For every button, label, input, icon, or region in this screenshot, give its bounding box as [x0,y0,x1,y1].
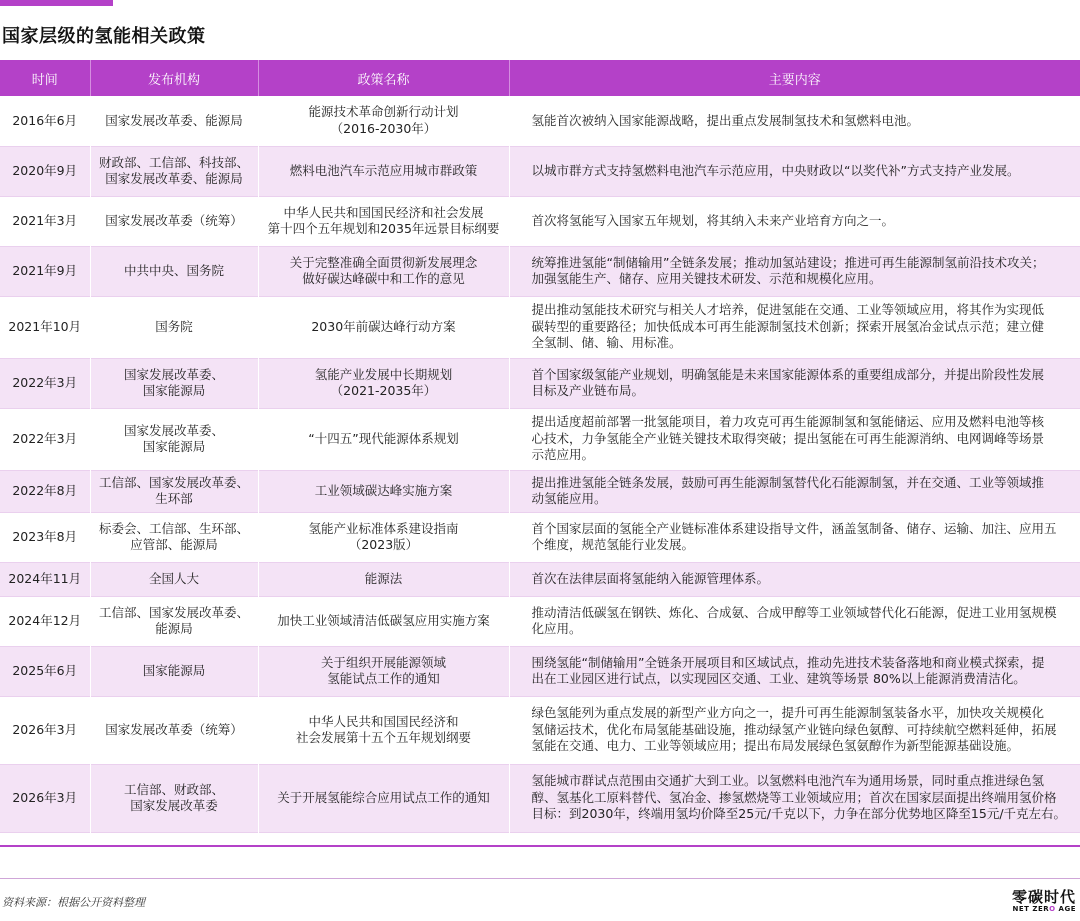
header-policy-name: 政策名称 [258,60,509,96]
cell-org: 标委会、工信部、生环部、 应管部、能源局 [90,512,258,562]
table-row [0,596,1080,646]
cell-content: 首次将氢能写入国家五年规划，将其纳入未来产业培育方向之一。 [509,196,1080,246]
cell-time: 2022年3月 [0,358,90,408]
cell-policy-name: 中华人民共和国国民经济和社会发展 第十四个五年规划和2035年远景目标纲要 [258,196,509,246]
cell-policy-name: “十四五”现代能源体系规划 [258,408,509,470]
header-time: 时间 [0,60,90,96]
cell-policy-name: 燃料电池汽车示范应用城市群政策 [258,146,509,196]
table-header-row [0,60,1080,96]
cell-content: 首个国家级氢能产业规划，明确氢能是未来国家能源体系的重要组成部分，并提出阶段性发展 目标及产业链布局。 [509,358,1080,408]
cell-org: 工信部、财政部、 国家发展改革委 [90,764,258,832]
cell-policy-name: 2030年前碳达峰行动方案 [258,296,509,358]
table-row [0,196,1080,246]
cell-content: 提出推动氢能技术研究与相关人才培养，促进氢能在交通、工业等领域应用，将其作为实现低 碳转型的重要路径；加快低成本可再生能源制氢技术创新；探索开展氢冶金试点示范；建立健 全氢制、储、输、用标准。 [509,296,1080,358]
cell-policy-name: 关于完整准确全面贯彻新发展理念 做好碳达峰碳中和工作的意见 [258,246,509,296]
table-row [0,296,1080,358]
table-row [0,358,1080,408]
brand-logo [1012,889,1076,913]
cell-time: 2024年11月 [0,562,90,596]
table-row [0,408,1080,470]
cell-content: 围绕氢能“制储输用”全链条开展项目和区域试点，推动先进技术装备落地和商业模式探索，提 出在工业园区进行试点，以实现园区交通、工业、建筑等场景 80%以上能源消费清洁化。 [509,646,1080,696]
cell-time: 2021年9月 [0,246,90,296]
cell-policy-name: 工业领域碳达峰实施方案 [258,470,509,512]
brand-name-cn: 零碳时代 [1011,888,1076,906]
cell-content: 提出适度超前部署一批氢能项目，着力攻克可再生能源制氢和氢能储运、应用及燃料电池等核 心技术，力争氢能全产业链关键技术取得突破；提出氢能在可再生能源消纳、电网调峰等场景 示范应用。 [509,408,1080,470]
table-row [0,696,1080,764]
cell-time: 2016年6月 [0,96,90,146]
cell-org: 国家发展改革委、 国家能源局 [90,408,258,470]
cell-content: 以城市群方式支持氢燃料电池汽车示范应用，中央财政以“以奖代补”方式支持产业发展。 [509,146,1080,196]
cell-org: 国家发展改革委（统筹） [90,696,258,764]
cell-content: 绿色氢能列为重点发展的新型产业方向之一，提升可再生能源制氢装备水平，加快攻关规模化 氢储运技术，优化布局氢能基础设施，推动绿氢产业链向绿色氨醇、可持续航空燃料延伸，拓展 氢能在交通、电力、工业等领域应用；提出布局发展绿色氢氨醇作为新型能源基础设施。 [509,696,1080,764]
top-accent-bar [0,0,113,6]
cell-policy-name: 氢能产业标准体系建设指南 （2023版） [258,512,509,562]
cell-time: 2023年8月 [0,512,90,562]
page-title: 国家层级的氢能相关政策 [2,26,206,47]
cell-time: 2022年3月 [0,408,90,470]
cell-policy-name: 能源法 [258,562,509,596]
table-row [0,470,1080,512]
cell-time: 2020年9月 [0,146,90,196]
cell-time: 2025年6月 [0,646,90,696]
cell-policy-name: 关于组织开展能源领域 氢能试点工作的通知 [258,646,509,696]
cell-content: 首个国家层面的氢能全产业链标准体系建设指导文件，涵盖氢制备、储存、运输、加注、应用五 个维度，规范氢能行业发展。 [509,512,1080,562]
table-row [0,562,1080,596]
cell-content: 氢能城市群试点范围由交通扩大到工业。以氢燃料电池汽车为通用场景，同时重点推进绿色氢 醇、氢基化工原料替代、氢冶金、掺氢燃烧等工业领域应用；首次在国家层面提出终端用氢价格 目标：到2030年，终端用氢均价降至25元/千克以下，力争在部分优势地区降至15元/千克左右。 [509,764,1080,832]
table-row [0,146,1080,196]
cell-content: 推动清洁低碳氢在钢铁、炼化、合成氨、合成甲醇等工业领域替代化石能源，促进工业用氢规模 化应用。 [509,596,1080,646]
cell-org: 财政部、工信部、科技部、 国家发展改革委、能源局 [90,146,258,196]
footer-rule [0,878,1080,879]
header-org: 发布机构 [90,60,258,96]
cell-time: 2026年3月 [0,764,90,832]
cell-content: 氢能首次被纳入国家能源战略，提出重点发展制氢技术和氢燃料电池。 [509,96,1080,146]
cell-time: 2026年3月 [0,696,90,764]
policy-table [0,60,1080,833]
cell-content: 统筹推进氢能“制储输用”全链条发展；推动加氢站建设；推进可再生能源制氢前沿技术攻关； 加强氢能生产、储存、应用关键技术研发、示范和规模化应用。 [509,246,1080,296]
cell-org: 国务院 [90,296,258,358]
cell-time: 2021年10月 [0,296,90,358]
cell-policy-name: 关于开展氢能综合应用试点工作的通知 [258,764,509,832]
cell-org: 工信部、国家发展改革委、 能源局 [90,596,258,646]
cell-time: 2021年3月 [0,196,90,246]
cell-policy-name: 能源技术革命创新行动计划 （2016-2030年） [258,96,509,146]
brand-name-en: NET ZERO AGE [1012,905,1076,913]
cell-policy-name: 加快工业领域清洁低碳氢应用实施方案 [258,596,509,646]
cell-org: 国家发展改革委（统筹） [90,196,258,246]
cell-org: 国家发展改革委、 国家能源局 [90,358,258,408]
cell-policy-name: 氢能产业发展中长期规划 （2021-2035年） [258,358,509,408]
table-row [0,512,1080,562]
cell-content: 提出推进氢能全链条发展，鼓励可再生能源制氢替代化石能源制氢，并在交通、工业等领域推 动氢能应用。 [509,470,1080,512]
table-bottom-rule [0,845,1080,847]
cell-org: 国家发展改革委、能源局 [90,96,258,146]
cell-org: 工信部、国家发展改革委、 生环部 [90,470,258,512]
cell-policy-name: 中华人民共和国国民经济和 社会发展第十五个五年规划纲要 [258,696,509,764]
table-row [0,764,1080,832]
cell-content: 首次在法律层面将氢能纳入能源管理体系。 [509,562,1080,596]
table-row [0,96,1080,146]
table-row [0,646,1080,696]
cell-time: 2024年12月 [0,596,90,646]
cell-org: 国家能源局 [90,646,258,696]
header-content: 主要内容 [509,60,1080,96]
cell-org: 中共中央、国务院 [90,246,258,296]
cell-time: 2022年8月 [0,470,90,512]
source-note: 资料来源：根据公开资料整理 [2,896,145,909]
table-row [0,246,1080,296]
cell-org: 全国人大 [90,562,258,596]
